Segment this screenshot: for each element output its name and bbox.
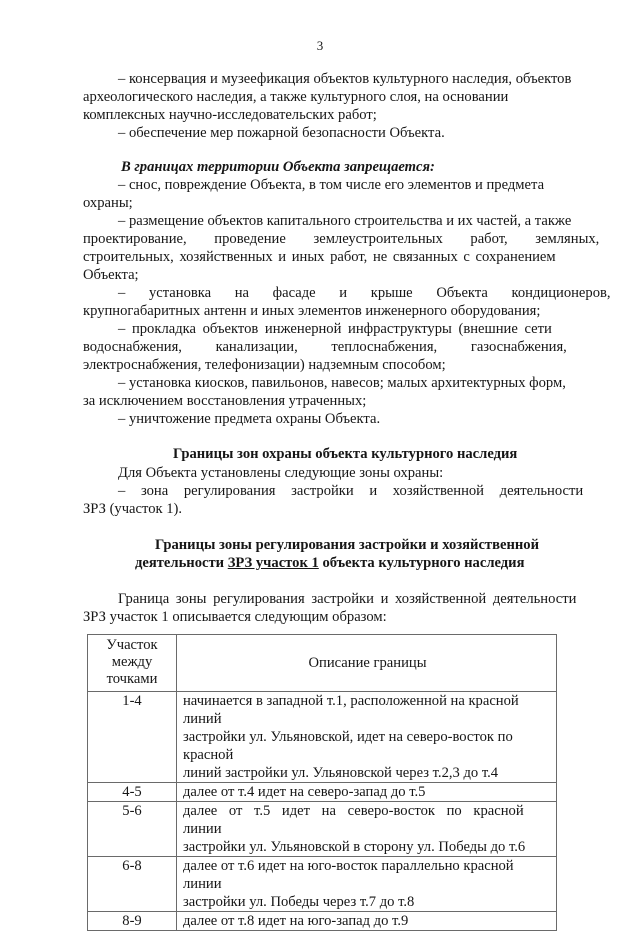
prohibited-item6: – уничтожение предмета охраны Объекта.: [118, 411, 381, 427]
prohibited-item2-line1: – размещение объектов капитального строительства и их частей, а также: [118, 213, 572, 229]
prohibited-heading: В границах территории Объекта запрещается:: [121, 159, 435, 175]
table-row: [88, 783, 557, 802]
prohibited-item2-line2: проектирование, проведение землеустроительных работ, земляных,: [83, 231, 600, 247]
zrz-desc-line1: Граница зоны регулирования застройки и хозяйственной деятельности: [118, 591, 577, 607]
table-row: [88, 912, 557, 931]
description-cell: далее от т.6 идет на юго-восток параллельно красной линии застройки ул. Победы через т.7 до т.8: [177, 857, 557, 912]
prohibited-item4-line2: водоснабжения, канализации, теплоснабжения, газоснабжения,: [83, 339, 567, 355]
prohibited-item5-line1: – установка киосков, павильонов, навесов; малых архитектурных форм,: [118, 375, 566, 391]
description-cell: начинается в западной т.1, расположенной на красной линий застройки ул. Ульяновской, идет на северо-восток по красной линий застройки ул. Ульяновской через т.2,3 до т.4: [177, 692, 557, 783]
zrz-heading-line1: Границы зоны регулирования застройки и хозяйственной: [155, 537, 539, 553]
table-row: [88, 802, 557, 857]
intro-item1-line1: – консервация и музеефикация объектов культурного наследия, объектов: [118, 71, 572, 87]
zones-intro: Для Объекта установлены следующие зоны охраны:: [118, 465, 444, 481]
boundary-table: [87, 634, 557, 931]
intro-item1-line2: археологического наследия, а также культурного слоя, на основании: [83, 89, 509, 105]
segment-cell: 4-5: [88, 783, 177, 802]
prohibited-item4-line3: электроснабжения, телефонизации) надземным способом;: [83, 357, 446, 373]
table-header-row: [88, 635, 557, 692]
zones-item-line1: – зона регулирования застройки и хозяйственной деятельности: [118, 483, 584, 499]
zones-heading: Границы зон охраны объекта культурного наследия: [173, 446, 518, 462]
segment-cell: 8-9: [88, 912, 177, 931]
prohibited-item4-line1: – прокладка объектов инженерной инфраструктуры (внешние сети: [118, 321, 552, 337]
segment-cell: 6-8: [88, 857, 177, 912]
prohibited-item2-line3: строительных, хозяйственных и иных работ, не связанных с сохранением: [83, 249, 556, 265]
prohibited-item5-line2: за исключением восстановления утраченных;: [83, 393, 367, 409]
zrz-heading-line2: деятельности ЗРЗ участок 1 объекта культурного наследия: [135, 555, 525, 571]
prohibited-item2-line4: Объекта;: [83, 267, 139, 283]
description-cell: далее от т.4 идет на северо-запад до т.5: [177, 783, 557, 802]
prohibited-item1-line2: охраны;: [83, 195, 133, 211]
description-cell: далее от т.5 идет на северо-восток по красной линии застройки ул. Ульяновской в сторону ул. Победы до т.6: [177, 802, 557, 857]
description-cell: далее от т.8 идет на юго-запад до т.9: [177, 912, 557, 931]
table-row: [88, 857, 557, 912]
intro-item1-line3: комплексных научно-исследовательских работ;: [83, 107, 377, 123]
prohibited-item3-line2: крупногабаритных антенн и иных элементов инженерного оборудования;: [83, 303, 541, 319]
col2-header: Описание границы: [177, 635, 557, 692]
prohibited-item3-line1: – установка на фасаде и крыше Объекта кондиционеров,: [118, 285, 611, 301]
zrz-heading-underlined: ЗРЗ участок 1: [227, 555, 319, 571]
zrz-desc-line2: ЗРЗ участок 1 описывается следующим образом:: [83, 609, 387, 625]
col1-header: Участок между точками: [88, 635, 177, 692]
page-number: 3: [316, 38, 324, 53]
intro-item2: – обеспечение мер пожарной безопасности Объекта.: [118, 125, 445, 141]
segment-cell: 5-6: [88, 802, 177, 857]
table-row: [88, 692, 557, 783]
zones-item-line2: ЗРЗ (участок 1).: [83, 501, 183, 517]
segment-cell: 1-4: [88, 692, 177, 783]
prohibited-item1-line1: – снос, повреждение Объекта, в том числе его элементов и предмета: [118, 177, 545, 193]
